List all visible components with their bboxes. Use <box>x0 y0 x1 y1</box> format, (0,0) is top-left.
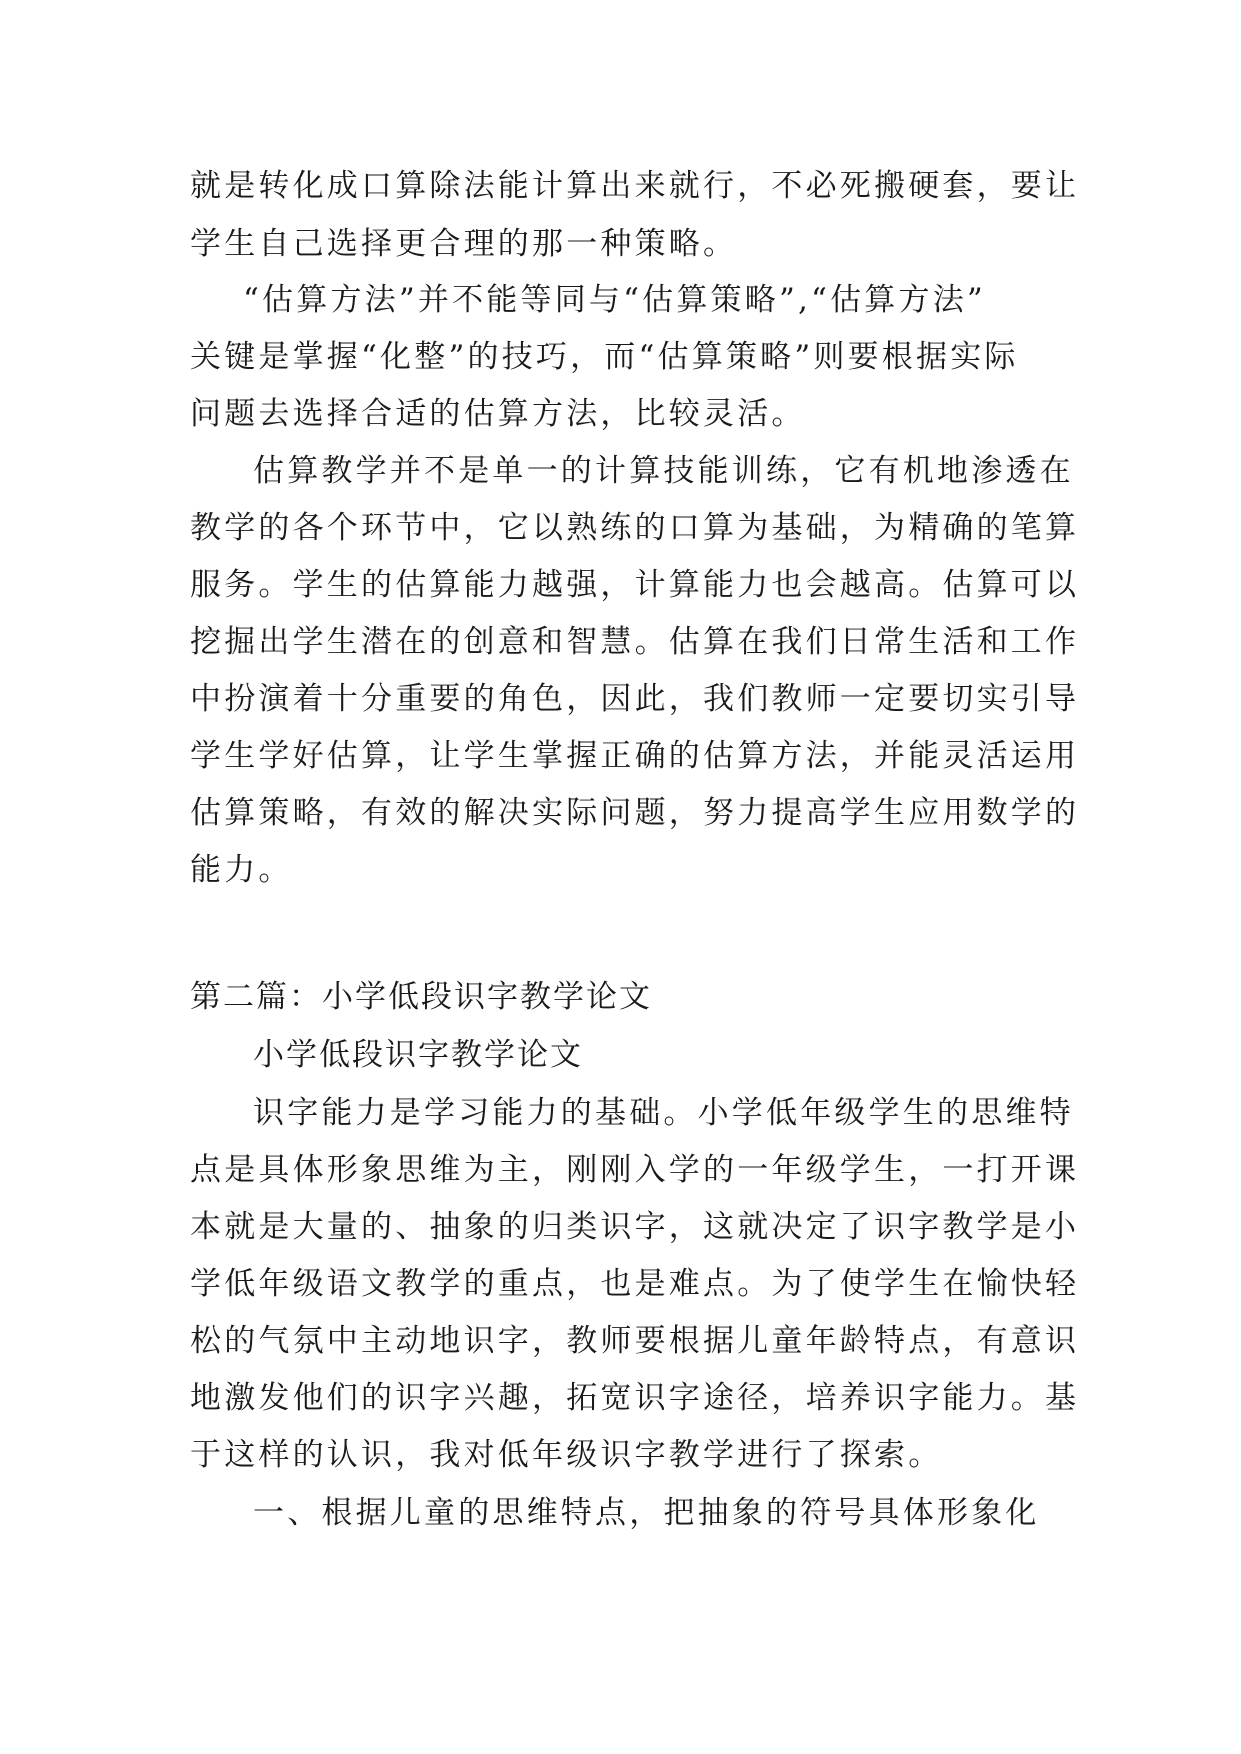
body-text-line: 估算策略，有效的解决实际问题，努力提高学生应用数学的 <box>190 795 1080 831</box>
body-text-line: 服务。学生的估算能力越强，计算能力也会越高。估算可以 <box>190 567 1080 603</box>
body-text-line: 地激发他们的识字兴趣，拓宽识字途径，培养识字能力。基 <box>190 1380 1080 1416</box>
body-text-line: 教学的各个环节中，它以熟练的口算为基础，为精确的笔算 <box>190 510 1080 546</box>
body-text-line: 关键是掌握“化整”的技巧，而“估算策略”则要根据实际 <box>190 339 1019 375</box>
body-text-line: 学低年级语文教学的重点，也是难点。为了使学生在愉快轻 <box>190 1266 1080 1302</box>
body-text-line: 松的气氛中主动地识字，教师要根据儿童年龄特点，有意识 <box>190 1323 1080 1359</box>
body-text-line: 本就是大量的、抽象的归类识字，这就决定了识字教学是小 <box>190 1209 1080 1245</box>
body-text-line: 学生自己选择更合理的那一种策略。 <box>190 226 738 262</box>
body-text-line: 学生学好估算，让学生掌握正确的估算方法，并能灵活运用 <box>190 738 1080 774</box>
section-heading: 第二篇：小学低段识字教学论文 <box>190 979 652 1015</box>
body-text-line: 于这样的认识，我对低年级识字教学进行了探索。 <box>190 1437 943 1473</box>
body-text-line: 挖掘出学生潜在的创意和智慧。估算在我们日常生活和工作 <box>190 624 1080 660</box>
body-text-line: 就是转化成口算除法能计算出来就行，不必死搬硬套，要让 <box>190 168 1080 204</box>
body-text-line: 能力。 <box>190 852 293 888</box>
subsection-heading: 一、根据儿童的思维特点，把抽象的符号具体形象化 <box>253 1495 1040 1531</box>
paragraph-first-line: “估算方法”并不能等同与“估算策略”,“估算方法” <box>243 282 986 318</box>
body-text-line: 点是具体形象思维为主，刚刚入学的一年级学生，一打开课 <box>190 1152 1080 1188</box>
body-text-line: 中扮演着十分重要的角色，因此，我们教师一定要切实引导 <box>190 681 1080 717</box>
article-title: 小学低段识字教学论文 <box>253 1037 583 1073</box>
paragraph-first-line: 估算教学并不是单一的计算技能训练，它有机地渗透在 <box>253 453 1074 489</box>
paragraph-first-line: 识字能力是学习能力的基础。小学低年级学生的思维特 <box>253 1095 1074 1131</box>
body-text-line: 问题去选择合适的估算方法，比较灵活。 <box>190 396 806 432</box>
